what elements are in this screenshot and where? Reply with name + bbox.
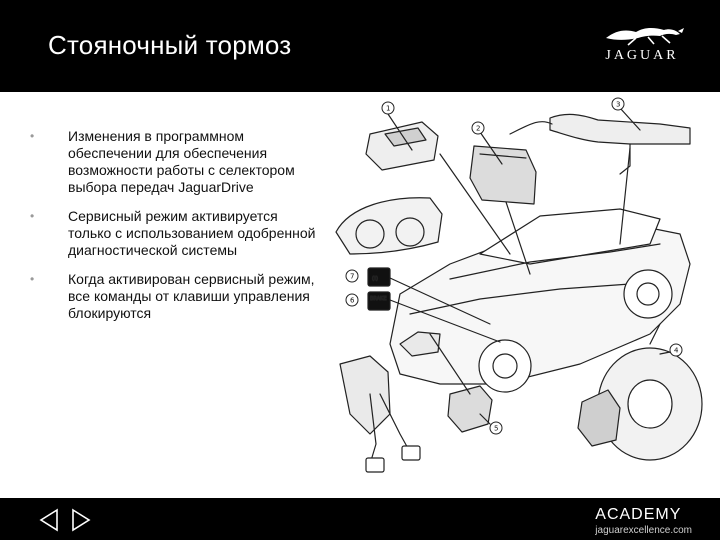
bullet-marker: • xyxy=(30,129,35,143)
front-wheel xyxy=(479,340,531,392)
rear-wheel xyxy=(624,270,672,318)
bullet-item xyxy=(30,208,320,259)
triangle-left-icon xyxy=(38,508,60,532)
bullet-marker: • xyxy=(30,272,35,286)
brake-lamp-label: BRAKE xyxy=(370,296,387,302)
leaper-icon xyxy=(592,18,692,48)
bullet-marker: • xyxy=(30,209,35,223)
academy-title: ACADEMY xyxy=(595,506,682,523)
bullet-text: Когда активирован сервисный режим, все команды от клавиши управления блокируются xyxy=(68,271,315,321)
callout-7: 7 xyxy=(350,272,355,281)
callout-2: 2 xyxy=(476,124,481,133)
brake-pedal-switch xyxy=(448,386,492,432)
warning-lamp-symbol: (!) xyxy=(372,276,378,282)
previous-slide-button[interactable] xyxy=(38,508,60,532)
slide-footer xyxy=(0,498,720,540)
bullet-item xyxy=(30,128,320,196)
brake-caliper xyxy=(578,390,620,446)
jaguar-logo xyxy=(592,18,692,68)
parking-brake-diagram xyxy=(330,94,720,498)
bullet-text: Сервисный режим активируется только с использованием одобренной диагностической системы xyxy=(68,208,316,258)
triangle-right-icon xyxy=(70,508,92,532)
academy-branding xyxy=(595,506,692,536)
bullet-list xyxy=(30,128,320,334)
callout-5: 5 xyxy=(494,424,499,433)
brake-actuator xyxy=(550,114,690,144)
callout-1: 1 xyxy=(386,104,391,113)
pedal-box xyxy=(340,356,390,434)
callout-6: 6 xyxy=(350,296,355,305)
slide-header xyxy=(0,0,720,92)
brake-switch-module xyxy=(366,122,438,170)
slide-title: Стояночный тормоз xyxy=(48,30,292,60)
academy-site: jaguarexcellence.com xyxy=(595,525,692,536)
brake-ecu-module xyxy=(470,146,536,204)
bullet-item xyxy=(30,271,320,322)
callout-3: 3 xyxy=(616,100,621,109)
callout-4: 4 xyxy=(674,346,679,355)
instrument-cluster xyxy=(336,198,442,254)
next-slide-button[interactable] xyxy=(70,508,92,532)
bullet-text: Изменения в программном обеспечении для обеспечения возможности работы с селектором выбора передач JaguarDrive xyxy=(68,128,295,195)
brand-wordmark: JAGUAR xyxy=(605,48,679,63)
